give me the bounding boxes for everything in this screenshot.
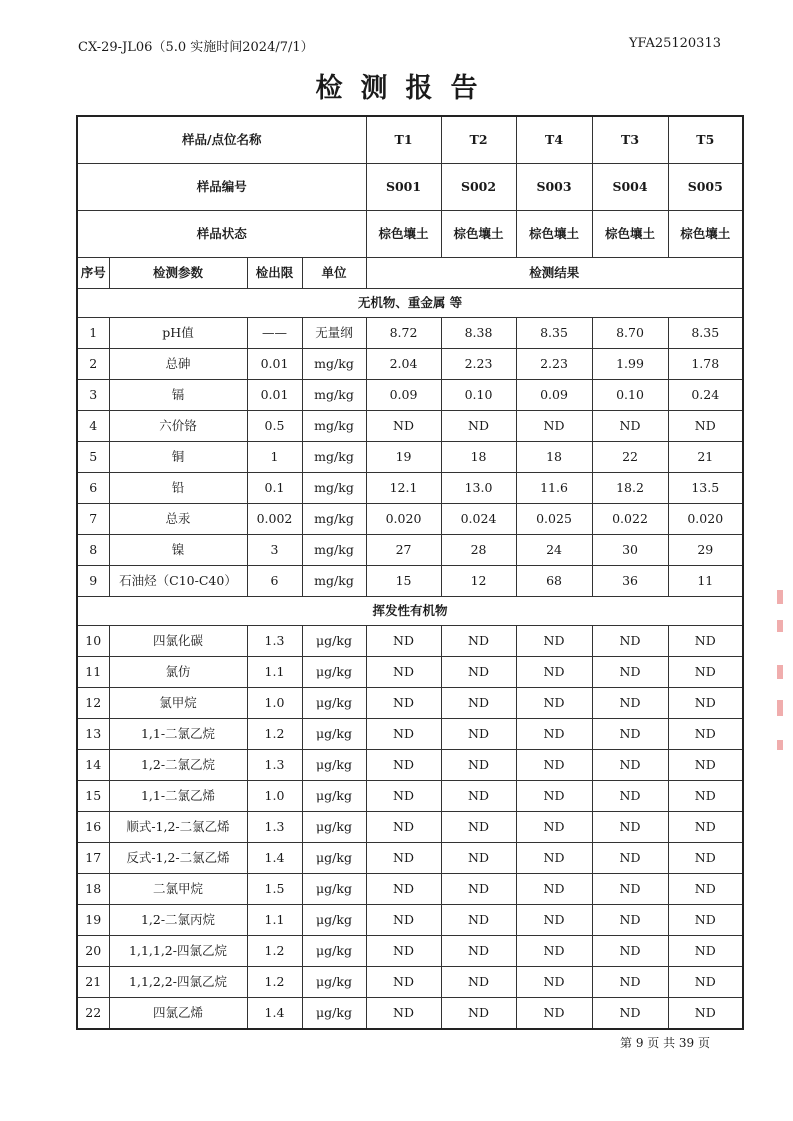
row-result-value: ND [592, 657, 668, 688]
row-param: 1,1-二氯乙烯 [109, 781, 247, 812]
row-result-value: ND [668, 874, 743, 905]
row-result-value: ND [668, 967, 743, 998]
col-header-seq: 序号 [77, 258, 109, 289]
row-result-value: 27 [366, 535, 441, 566]
table-row [77, 349, 743, 380]
section-title: 无机物、重金属 等 [77, 289, 743, 318]
row-result-value: 0.10 [441, 380, 516, 411]
row-result-value: ND [668, 843, 743, 874]
row-param: 顺式-1,2-二氯乙烯 [109, 812, 247, 843]
results-table [76, 115, 744, 1030]
row-limit: 1.3 [247, 750, 302, 781]
table-body [77, 116, 743, 1029]
row-unit: μg/kg [302, 688, 366, 719]
row-result-value: ND [366, 905, 441, 936]
row-param: 镉 [109, 380, 247, 411]
row-param: 1,2-二氯丙烷 [109, 905, 247, 936]
row-result-value: 12.1 [366, 473, 441, 504]
table-row [77, 380, 743, 411]
row-result-value: ND [441, 905, 516, 936]
col-header-result: 检测结果 [366, 258, 743, 289]
table-row [77, 936, 743, 967]
row-result-value: 0.10 [592, 380, 668, 411]
sample-state-cell: 棕色壤土 [441, 211, 516, 258]
sample-state-label: 样品状态 [77, 211, 366, 258]
row-unit: μg/kg [302, 812, 366, 843]
row-result-value: 36 [592, 566, 668, 597]
table-row [77, 719, 743, 750]
row-param: 氯甲烷 [109, 688, 247, 719]
row-result-value: ND [592, 626, 668, 657]
table-row [77, 874, 743, 905]
row-result-value: ND [516, 719, 592, 750]
row-seq: 8 [77, 535, 109, 566]
row-result-value: 0.24 [668, 380, 743, 411]
row-unit: μg/kg [302, 750, 366, 781]
section-title: 挥发性有机物 [77, 597, 743, 626]
row-seq: 22 [77, 998, 109, 1030]
row-limit: 1.0 [247, 781, 302, 812]
row-param: 总砷 [109, 349, 247, 380]
row-result-value: 8.70 [592, 318, 668, 349]
row-param: 二氯甲烷 [109, 874, 247, 905]
row-result-value: ND [668, 812, 743, 843]
sample-no-cell: S004 [592, 164, 668, 211]
column-header-row [77, 258, 743, 289]
row-result-value: ND [668, 688, 743, 719]
row-result-value: 22 [592, 442, 668, 473]
table-row [77, 688, 743, 719]
row-result-value: ND [366, 411, 441, 442]
row-param: 总汞 [109, 504, 247, 535]
row-unit: μg/kg [302, 719, 366, 750]
row-result-value: ND [516, 626, 592, 657]
row-result-value: 12 [441, 566, 516, 597]
row-result-value: ND [516, 688, 592, 719]
row-result-value: ND [516, 967, 592, 998]
row-seq: 10 [77, 626, 109, 657]
sample-no-row [77, 164, 743, 211]
form-code: CX-29-JL06（5.0 实施时间2024/7/1） [78, 40, 314, 55]
row-seq: 11 [77, 657, 109, 688]
row-result-value: 13.0 [441, 473, 516, 504]
row-limit: 0.01 [247, 349, 302, 380]
sample-state-cell: 棕色壤土 [592, 211, 668, 258]
row-result-value: ND [366, 657, 441, 688]
sample-no-cell: S005 [668, 164, 743, 211]
row-seq: 20 [77, 936, 109, 967]
row-unit: mg/kg [302, 442, 366, 473]
row-result-value: 24 [516, 535, 592, 566]
row-unit: mg/kg [302, 473, 366, 504]
row-result-value: ND [592, 874, 668, 905]
row-result-value: 18.2 [592, 473, 668, 504]
row-result-value: ND [668, 626, 743, 657]
row-param: 石油烃（C10-C40） [109, 566, 247, 597]
row-result-value: ND [441, 781, 516, 812]
row-unit: μg/kg [302, 967, 366, 998]
row-result-value: 2.04 [366, 349, 441, 380]
row-unit: μg/kg [302, 843, 366, 874]
row-seq: 7 [77, 504, 109, 535]
row-result-value: ND [366, 998, 441, 1030]
row-param: 六价铬 [109, 411, 247, 442]
row-unit: mg/kg [302, 380, 366, 411]
row-result-value: 1.78 [668, 349, 743, 380]
row-result-value: 21 [668, 442, 743, 473]
row-result-value: 0.09 [366, 380, 441, 411]
row-result-value: ND [516, 812, 592, 843]
sample-id-cell: T5 [668, 116, 743, 164]
row-result-value: 2.23 [516, 349, 592, 380]
row-result-value: 0.024 [441, 504, 516, 535]
row-result-value: 8.72 [366, 318, 441, 349]
row-result-value: ND [441, 812, 516, 843]
row-result-value: ND [668, 719, 743, 750]
row-limit: 1.1 [247, 905, 302, 936]
row-limit: 1.4 [247, 998, 302, 1030]
row-seq: 13 [77, 719, 109, 750]
row-result-value: ND [366, 750, 441, 781]
row-limit: 1.2 [247, 967, 302, 998]
col-header-param: 检测参数 [109, 258, 247, 289]
row-unit: μg/kg [302, 657, 366, 688]
table-row [77, 812, 743, 843]
row-unit: mg/kg [302, 504, 366, 535]
row-result-value: ND [366, 936, 441, 967]
row-result-value: ND [592, 750, 668, 781]
row-unit: μg/kg [302, 905, 366, 936]
row-result-value: 8.35 [668, 318, 743, 349]
report-title: 检测报告 [315, 73, 496, 104]
row-seq: 19 [77, 905, 109, 936]
row-result-value: ND [441, 843, 516, 874]
sample-state-cell: 棕色壤土 [516, 211, 592, 258]
row-unit: mg/kg [302, 349, 366, 380]
row-result-value: 30 [592, 535, 668, 566]
sample-id-cell: T1 [366, 116, 441, 164]
table-row [77, 626, 743, 657]
row-seq: 1 [77, 318, 109, 349]
row-limit: 1.2 [247, 719, 302, 750]
row-result-value: ND [441, 750, 516, 781]
row-limit: 1.3 [247, 626, 302, 657]
row-unit: μg/kg [302, 998, 366, 1030]
table-row [77, 318, 743, 349]
row-limit: 0.002 [247, 504, 302, 535]
row-result-value: 18 [441, 442, 516, 473]
row-result-value: 0.09 [516, 380, 592, 411]
sample-state-cell: 棕色壤土 [366, 211, 441, 258]
row-result-value: 68 [516, 566, 592, 597]
row-result-value: 19 [366, 442, 441, 473]
row-result-value: ND [366, 781, 441, 812]
row-result-value: ND [668, 905, 743, 936]
row-seq: 21 [77, 967, 109, 998]
row-result-value: ND [592, 905, 668, 936]
col-header-limit: 检出限 [247, 258, 302, 289]
row-limit: 1.1 [247, 657, 302, 688]
row-result-value: ND [516, 998, 592, 1030]
sample-no-cell: S003 [516, 164, 592, 211]
table-row [77, 843, 743, 874]
row-result-value: ND [516, 874, 592, 905]
row-limit: 1.3 [247, 812, 302, 843]
sample-no-label: 样品编号 [77, 164, 366, 211]
sample-id-cell: T2 [441, 116, 516, 164]
row-result-value: 0.025 [516, 504, 592, 535]
row-unit: μg/kg [302, 781, 366, 812]
row-result-value: ND [366, 812, 441, 843]
row-result-value: 1.99 [592, 349, 668, 380]
row-limit: 1.0 [247, 688, 302, 719]
row-limit: 3 [247, 535, 302, 566]
row-result-value: 0.022 [592, 504, 668, 535]
sample-name-label: 样品/点位名称 [77, 116, 366, 164]
row-unit: μg/kg [302, 936, 366, 967]
row-result-value: ND [366, 874, 441, 905]
row-result-value: ND [592, 812, 668, 843]
row-limit: 1 [247, 442, 302, 473]
row-result-value: ND [668, 781, 743, 812]
row-seq: 4 [77, 411, 109, 442]
table-row [77, 504, 743, 535]
row-seq: 18 [77, 874, 109, 905]
row-seq: 2 [77, 349, 109, 380]
row-limit: 1.4 [247, 843, 302, 874]
row-result-value: ND [366, 688, 441, 719]
row-result-value: ND [516, 936, 592, 967]
row-unit: mg/kg [302, 411, 366, 442]
row-limit: —— [247, 318, 302, 349]
row-result-value: ND [441, 874, 516, 905]
row-param: 四氯化碳 [109, 626, 247, 657]
section-header-row [77, 597, 743, 626]
row-result-value: 11.6 [516, 473, 592, 504]
stamp-edge-marks [775, 590, 785, 760]
sample-name-row [77, 116, 743, 164]
row-result-value: 29 [668, 535, 743, 566]
row-result-value: 11 [668, 566, 743, 597]
row-result-value: ND [668, 411, 743, 442]
row-result-value: ND [441, 657, 516, 688]
row-param: 铜 [109, 442, 247, 473]
row-param: 反式-1,2-二氯乙烯 [109, 843, 247, 874]
table-row [77, 657, 743, 688]
sample-id-cell: T4 [516, 116, 592, 164]
row-limit: 6 [247, 566, 302, 597]
row-result-value: ND [516, 905, 592, 936]
row-result-value: ND [516, 843, 592, 874]
row-unit: μg/kg [302, 626, 366, 657]
row-param: 1,1,2,2-四氯乙烷 [109, 967, 247, 998]
row-unit: mg/kg [302, 535, 366, 566]
row-result-value: 28 [441, 535, 516, 566]
row-param: 1,2-二氯乙烷 [109, 750, 247, 781]
row-seq: 16 [77, 812, 109, 843]
table-row [77, 442, 743, 473]
report-number: YFA25120313 [628, 36, 721, 51]
sample-state-cell: 棕色壤土 [668, 211, 743, 258]
table-row [77, 967, 743, 998]
row-result-value: ND [668, 750, 743, 781]
sample-no-cell: S002 [441, 164, 516, 211]
row-result-value: ND [592, 411, 668, 442]
row-param: 镍 [109, 535, 247, 566]
row-result-value: ND [668, 657, 743, 688]
row-param: 氯仿 [109, 657, 247, 688]
row-limit: 0.1 [247, 473, 302, 504]
table-row [77, 998, 743, 1030]
row-param: 1,1,1,2-四氯乙烷 [109, 936, 247, 967]
row-result-value: ND [366, 967, 441, 998]
row-result-value: 8.35 [516, 318, 592, 349]
row-result-value: 13.5 [668, 473, 743, 504]
row-result-value: ND [366, 626, 441, 657]
row-result-value: ND [516, 750, 592, 781]
row-param: 1,1-二氯乙烷 [109, 719, 247, 750]
row-limit: 0.01 [247, 380, 302, 411]
sample-id-cell: T3 [592, 116, 668, 164]
row-seq: 15 [77, 781, 109, 812]
table-row [77, 750, 743, 781]
row-result-value: ND [592, 936, 668, 967]
row-seq: 12 [77, 688, 109, 719]
row-result-value: 15 [366, 566, 441, 597]
row-result-value: ND [441, 411, 516, 442]
row-seq: 6 [77, 473, 109, 504]
row-result-value: 2.23 [441, 349, 516, 380]
row-result-value: ND [441, 688, 516, 719]
row-seq: 9 [77, 566, 109, 597]
row-result-value: ND [366, 843, 441, 874]
row-seq: 17 [77, 843, 109, 874]
row-result-value: ND [592, 843, 668, 874]
row-result-value: ND [668, 936, 743, 967]
row-result-value: ND [441, 967, 516, 998]
row-result-value: 8.38 [441, 318, 516, 349]
row-param: pH值 [109, 318, 247, 349]
row-result-value: ND [592, 688, 668, 719]
table-row [77, 411, 743, 442]
row-result-value: 18 [516, 442, 592, 473]
row-param: 铅 [109, 473, 247, 504]
sample-no-cell: S001 [366, 164, 441, 211]
row-limit: 1.2 [247, 936, 302, 967]
row-unit: 无量纲 [302, 318, 366, 349]
row-seq: 5 [77, 442, 109, 473]
row-result-value: ND [516, 781, 592, 812]
row-result-value: ND [441, 626, 516, 657]
row-result-value: ND [516, 657, 592, 688]
row-result-value: 0.020 [668, 504, 743, 535]
row-result-value: ND [592, 719, 668, 750]
row-result-value: ND [592, 781, 668, 812]
row-result-value: 0.020 [366, 504, 441, 535]
row-limit: 0.5 [247, 411, 302, 442]
row-result-value: ND [441, 998, 516, 1030]
table-row [77, 781, 743, 812]
table-row [77, 473, 743, 504]
row-result-value: ND [441, 719, 516, 750]
row-result-value: ND [441, 936, 516, 967]
page-info: 第 9 页 共 39 页 [620, 1036, 710, 1050]
row-unit: mg/kg [302, 566, 366, 597]
table-row [77, 905, 743, 936]
table-row [77, 566, 743, 597]
section-header-row [77, 289, 743, 318]
row-result-value: ND [366, 719, 441, 750]
row-result-value: ND [592, 998, 668, 1030]
row-seq: 14 [77, 750, 109, 781]
table-row [77, 535, 743, 566]
sample-state-row [77, 211, 743, 258]
col-header-unit: 单位 [302, 258, 366, 289]
row-result-value: ND [516, 411, 592, 442]
row-result-value: ND [592, 967, 668, 998]
row-result-value: ND [668, 998, 743, 1030]
row-limit: 1.5 [247, 874, 302, 905]
row-unit: μg/kg [302, 874, 366, 905]
row-param: 四氯乙烯 [109, 998, 247, 1030]
row-seq: 3 [77, 380, 109, 411]
